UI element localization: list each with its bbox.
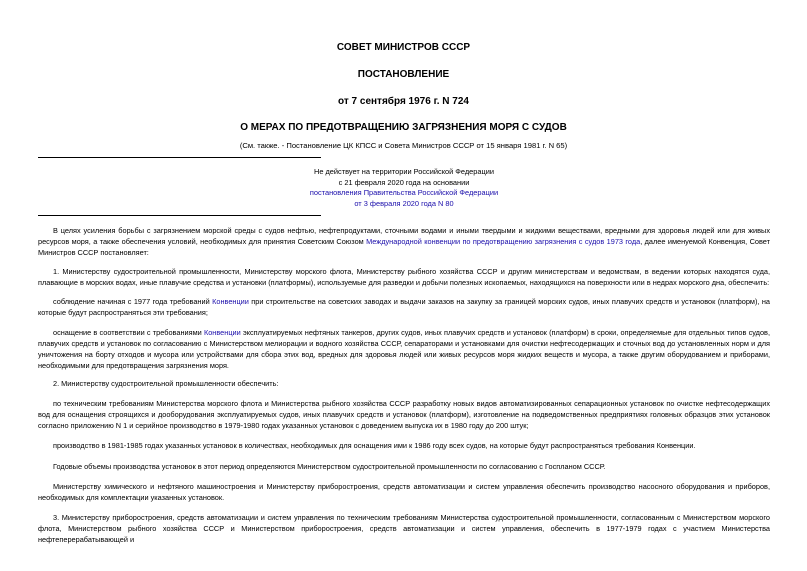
paragraph-compliance [38,296,770,318]
convention-link-3[interactable]: Конвенции [203,328,241,337]
status-notice [38,167,770,209]
paragraph-production: производство в 1981-1985 годах указанных установок в количествах, необходимых для оснащения ими к 1986 году всех судов, на которые будут распространяться требования Конвенции. [53,441,696,450]
document-title: О МЕРАХ ПО ПРЕДОТВРАЩЕНИЮ ЗАГРЯЗНЕНИЯ МОРЯ С СУДОВ [240,122,567,133]
compliance-text-a: соблюдение начиная с 1977 года требований [53,297,213,306]
paragraph-2: 2. Министерству судостроительной промышленности обеспечить: [53,379,279,388]
convention-link-2[interactable]: Конвенции [212,297,249,306]
bottom-divider [38,215,321,216]
paragraph-preamble [38,225,770,258]
preamble-text-a: В целях усиления борьбы с загрязнением морской среды с судов нефтью, нефтепродуктами, сточными водами и иными твердыми и жидкими веществами, вредными для здоровья людей или для живых ресурсов моря, а также обеспечения условий, необходимых для принятия Советским Союзом [38,226,770,246]
notice-line-1: Не действует на территории Российской Федерации [313,167,494,176]
paragraph-1: 1. Министерству судостроительной промышленности, Министерству морского флота, Министерству рыбного хозяйства СССР и другим министерствам и ведомствам, в ведении которых находятся суда, плавающие в морских водах, иные плавучие средства и установки (платформы), используемые для разведки и добычи полезных ископаемых, находящихся на поверхности или в недрах морского дна, обеспечить: [38,267,770,287]
paragraph-separators: по техническим требованиям Министерства морского флота и Министерства рыбного хозяйства СССР разработку новых видов автоматизированных сепарационных установок по очистке нефтесодержащих вод для оснащения строящихся и дооборудования эксплуатируемых судов, иных плавучих средств и установок (платформ), изготовление на подведомственных предприятиях головных образцов этих установок согласно приложению N 1 и серийное производство в 1979-1980 годах указанных установок с доведением выпуска их в 1980 году до 200 штук; [38,399,770,430]
see-also-note: (См. также. - Постановление ЦК КПСС и Совета Министров СССР от 15 января 1981 г. N 65) [239,141,568,150]
date-number-heading: от 7 сентября 1976 г. N 724 [338,96,469,107]
equipment-text-b: эксплуатируемых нефтяных танкеров, других судов, иных плавучих средств и установок (платформ) в сроки, определяемые для отдельных типов судов, плавучих средств и установок по согласованию с Министерством мелиорации и водного хозяйства СССР, сепараторами и установками для очистки нефтесодержащих и сточных вод до установленных норм и для уничтожения на борту отходов и мусора или устройствами для сбора этих вод, вредных для здоровья людей или живых ресурсов моря жидких веществ и мусора, а также другим оборудованием и приборами, необходимыми для предотвращения загрязнения моря. [38,328,770,370]
council-heading: СОВЕТ МИНИСТРОВ СССР [336,42,471,53]
convention-link[interactable]: Международной конвенции по предотвращению загрязнения с судов 1973 года [366,237,641,246]
notice-link-line-2[interactable]: от 3 февраля 2020 года N 80 [354,198,454,208]
paragraph-3: 3. Министерству приборостроения, средств автоматизации и систем управления по техническим требованиям Министерства судостроительной промышленности, согласованным с Министерством морского флота, Министерством рыбного хозяйства СССР и Министерством приборостроения, средств автоматизации и систем управления, обеспечить в 1977-1979 годах с участием Министерства нефтеперерабатывающей и [38,513,770,544]
notice-link-line-1[interactable]: постановления Правительства Российской Федерации [309,188,499,198]
paragraph-volumes: Годовые объемы производства установок в этот период определяются Министерством судостроительной промышленности по согласованию с Госпланом СССР. [53,462,606,471]
paragraph-pumps: Министерству химического и нефтяного машиностроения и Министерству приборостроения, средств автоматизации и систем управления обеспечить производство насосного оборудования и приборов, необходимых для комплектации указанных установок. [38,482,770,502]
compliance-text-b: при строительстве на советских заводах и выдачи заказов на закупку за границей морских судов, иных плавучих средств и установок (платформ), на которые будут распространяться эти требования; [38,297,770,317]
preamble-text-b: , далее именуемой Конвенция, Совет Министров СССР постановляет: [38,237,770,257]
equipment-text-a: оснащение в соответствии с требованиями [53,328,204,337]
top-divider [38,157,321,158]
doc-type-heading: ПОСТАНОВЛЕНИЕ [357,69,450,80]
paragraph-equipment [38,327,770,371]
notice-line-2: с 21 февраля 2020 года на основании [338,177,470,187]
